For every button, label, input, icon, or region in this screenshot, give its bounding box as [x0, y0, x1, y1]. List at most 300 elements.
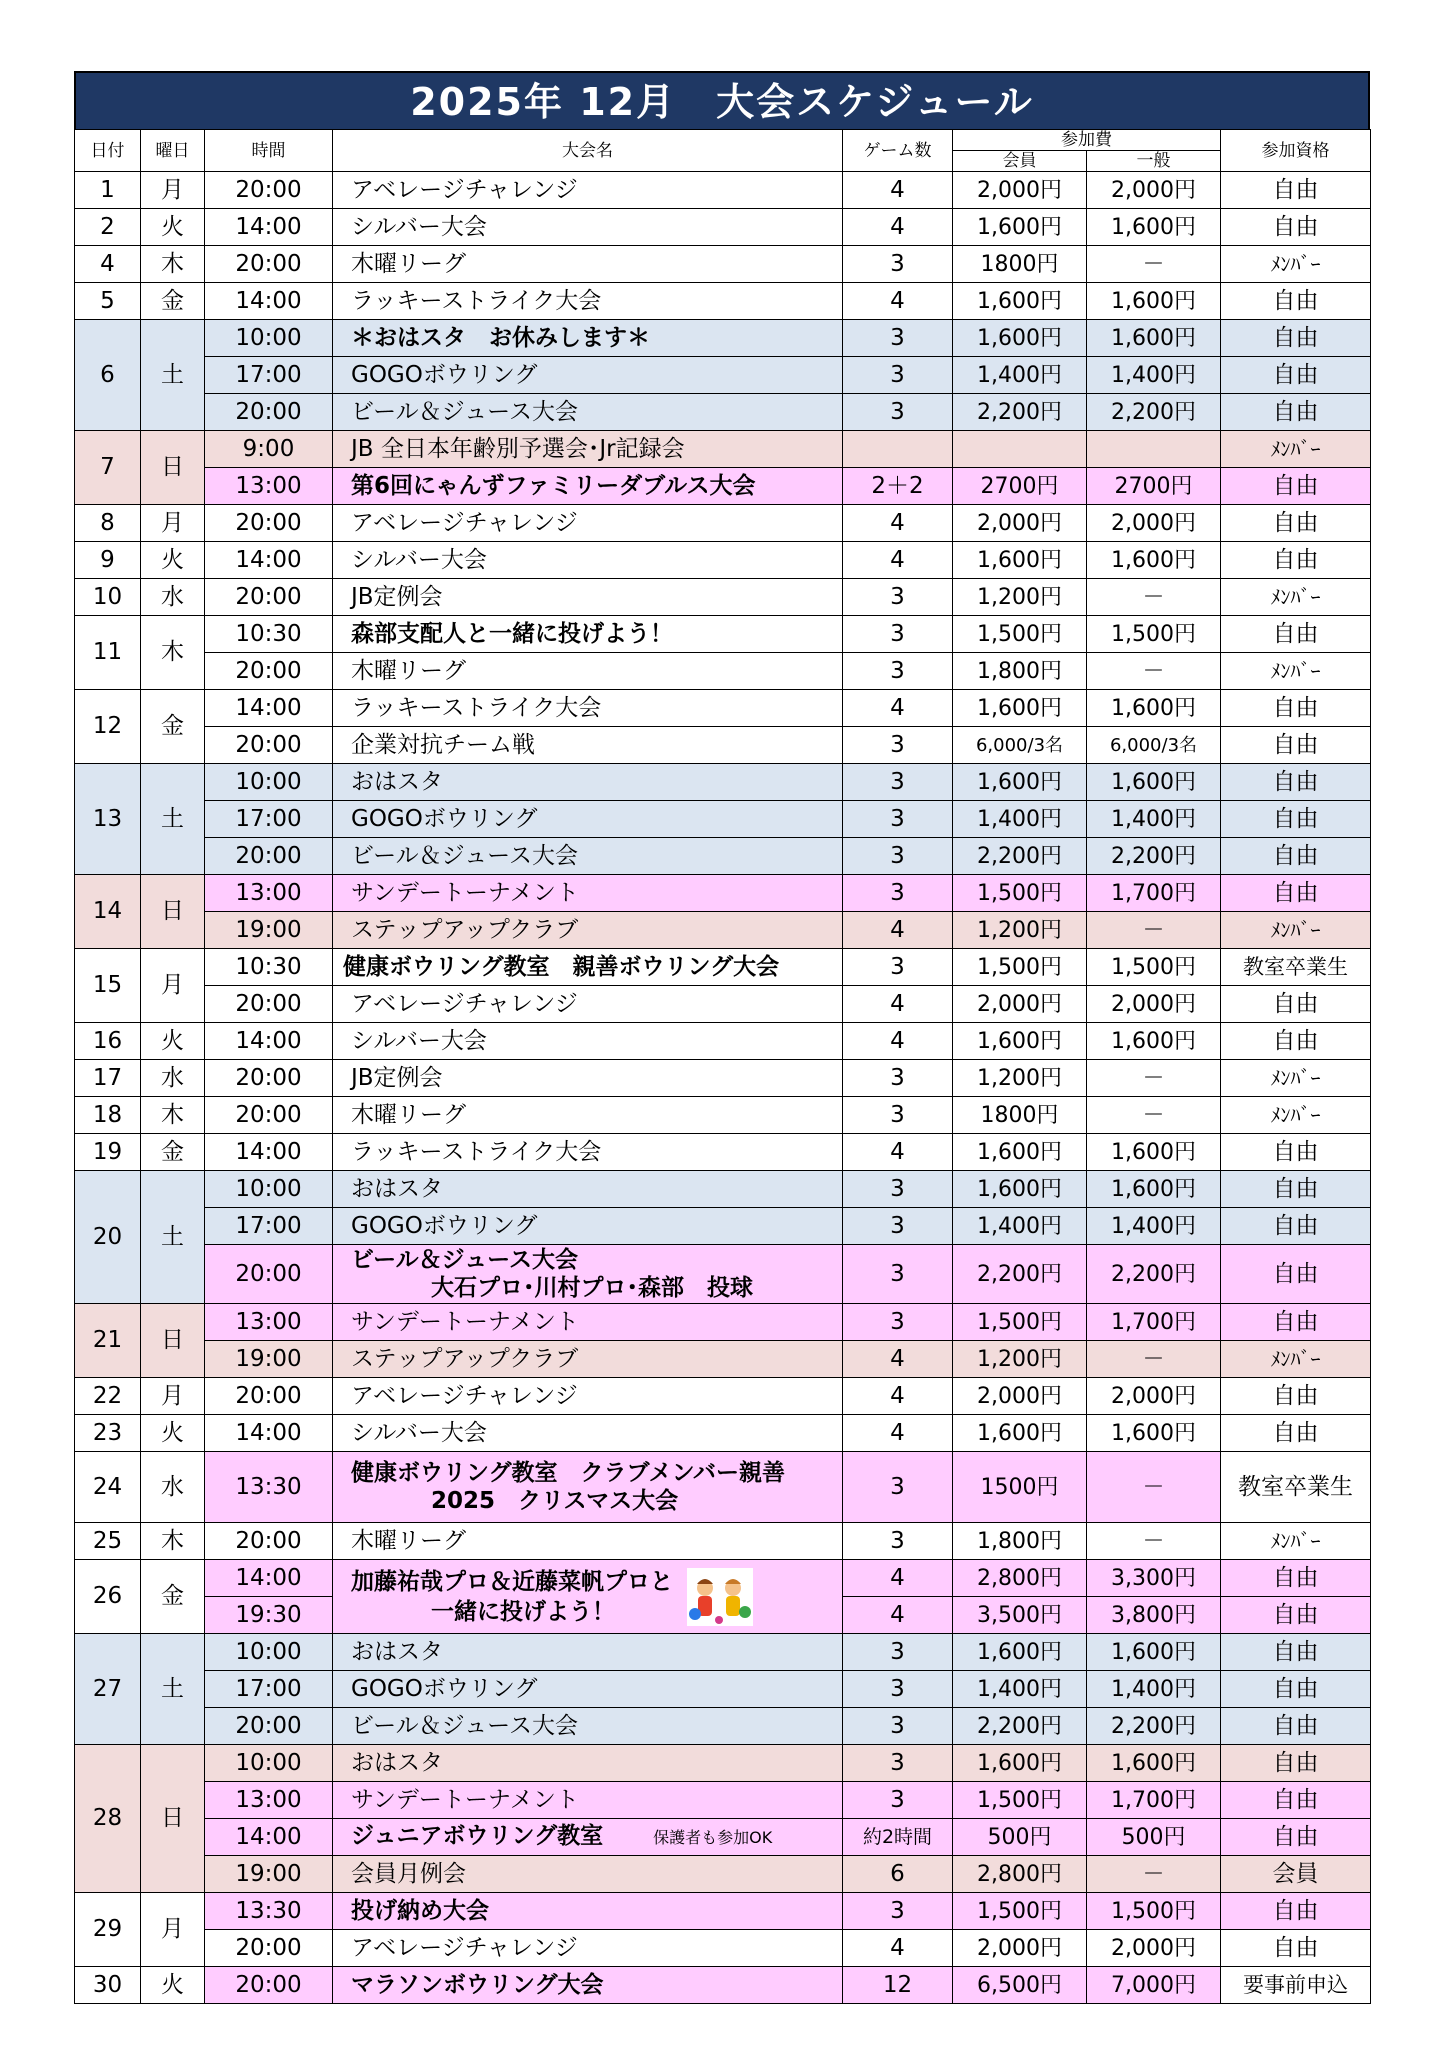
table-row	[75, 1452, 1371, 1523]
member-fee-cell: 1,200円	[953, 1341, 1087, 1378]
general-fee-cell: 2,000円	[1087, 1930, 1221, 1967]
weekday-cell: 水	[141, 1060, 205, 1097]
qualification-cell: ﾒﾝﾊﾞｰ	[1221, 653, 1371, 690]
games-cell: 3	[843, 394, 953, 431]
table-row	[75, 1023, 1371, 1060]
event-title: 加藤祐哉プロ＆近藤菜帆プロと	[351, 1568, 673, 1595]
qualification-cell: ﾒﾝﾊﾞｰ	[1221, 579, 1371, 616]
table-row	[75, 801, 1371, 838]
table-row	[75, 394, 1371, 431]
qualification-cell: 自由	[1221, 283, 1371, 320]
event-cell: アベレージチャレンジ	[333, 986, 843, 1023]
games-cell: 3	[843, 1671, 953, 1708]
time-cell: 20:00	[205, 1930, 333, 1967]
qualification-cell: 自由	[1221, 875, 1371, 912]
member-fee-cell: 1,400円	[953, 801, 1087, 838]
games-cell: 3	[843, 764, 953, 801]
general-fee-cell: 3,800円	[1087, 1597, 1221, 1634]
time-cell: 14:00	[205, 1819, 333, 1856]
general-fee-cell: 1,600円	[1087, 209, 1221, 246]
event-cell: ビール＆ジュース大会	[333, 838, 843, 875]
event-subtitle: 2025 クリスマス大会	[431, 1488, 679, 1514]
general-fee-cell: 1,700円	[1087, 1782, 1221, 1819]
member-fee-cell: 2,200円	[953, 394, 1087, 431]
games-cell: 12	[843, 1967, 953, 2004]
table-row	[75, 1856, 1371, 1893]
member-fee-cell: 1,600円	[953, 1745, 1087, 1782]
member-fee-cell: 1,400円	[953, 1208, 1087, 1245]
event-title: 健康ボウリング教室 クラブメンバー親善	[351, 1460, 786, 1486]
table-row	[75, 616, 1371, 653]
weekday-cell: 火	[141, 1415, 205, 1452]
member-fee-cell: 1,800円	[953, 653, 1087, 690]
weekday-cell: 木	[141, 616, 205, 690]
member-fee-cell: 500円	[953, 1819, 1087, 1856]
general-fee-cell: －	[1087, 1060, 1221, 1097]
games-cell: 3	[843, 1745, 953, 1782]
time-cell: 14:00	[205, 1023, 333, 1060]
qualification-cell: 自由	[1221, 357, 1371, 394]
qualification-cell: 会員	[1221, 1856, 1371, 1893]
member-fee-cell: 1,600円	[953, 1634, 1087, 1671]
time-cell: 13:30	[205, 1452, 333, 1523]
table-row	[75, 1304, 1371, 1341]
time-cell: 14:00	[205, 542, 333, 579]
weekday-cell: 火	[141, 542, 205, 579]
event-cell: ステップアップクラブ	[333, 912, 843, 949]
date-cell: 17	[75, 1060, 141, 1097]
time-cell: 10:30	[205, 949, 333, 986]
qualification-cell: 自由	[1221, 468, 1371, 505]
weekday-cell: 日	[141, 1304, 205, 1378]
time-cell: 20:00	[205, 246, 333, 283]
time-cell: 20:00	[205, 838, 333, 875]
time-cell: 14:00	[205, 1134, 333, 1171]
event-subtitle: 一緒に投げよう！	[431, 1598, 615, 1625]
games-cell: 4	[843, 1930, 953, 1967]
member-fee-cell: 1,600円	[953, 1134, 1087, 1171]
qualification-cell: 自由	[1221, 1671, 1371, 1708]
event-cell: GOGOボウリング	[333, 357, 843, 394]
event-cell	[333, 1245, 843, 1304]
time-cell: 20:00	[205, 1708, 333, 1745]
general-fee-cell: 500円	[1087, 1819, 1221, 1856]
time-cell: 20:00	[205, 172, 333, 209]
header-member: 会員	[953, 151, 1087, 172]
member-fee-cell	[953, 431, 1087, 468]
time-cell: 9:00	[205, 431, 333, 468]
event-cell: GOGOボウリング	[333, 1671, 843, 1708]
event-cell: 企業対抗チーム戦	[333, 727, 843, 764]
games-cell: 3	[843, 1782, 953, 1819]
qualification-cell: ﾒﾝﾊﾞｰ	[1221, 431, 1371, 468]
general-fee-cell: 1,400円	[1087, 801, 1221, 838]
table-row	[75, 690, 1371, 727]
games-cell: 4	[843, 912, 953, 949]
general-fee-cell: 3,300円	[1087, 1560, 1221, 1597]
games-cell: 3	[843, 1304, 953, 1341]
general-fee-cell: 1,600円	[1087, 1634, 1221, 1671]
qualification-cell: 自由	[1221, 1171, 1371, 1208]
event-cell: ラッキーストライク大会	[333, 1134, 843, 1171]
table-row	[75, 653, 1371, 690]
qualification-cell: 自由	[1221, 209, 1371, 246]
general-fee-cell: 1,600円	[1087, 320, 1221, 357]
member-fee-cell: 2,200円	[953, 838, 1087, 875]
member-fee-cell: 2,000円	[953, 986, 1087, 1023]
qualification-cell: ﾒﾝﾊﾞｰ	[1221, 912, 1371, 949]
general-fee-cell: 1,600円	[1087, 1023, 1221, 1060]
member-fee-cell: 1,600円	[953, 283, 1087, 320]
qualification-cell: 自由	[1221, 1893, 1371, 1930]
event-cell: 会員月例会	[333, 1856, 843, 1893]
time-cell: 20:00	[205, 505, 333, 542]
qualification-cell: 自由	[1221, 1930, 1371, 1967]
weekday-cell: 金	[141, 1134, 205, 1171]
qualification-cell: 自由	[1221, 1782, 1371, 1819]
games-cell: 3	[843, 1245, 953, 1304]
time-cell: 14:00	[205, 690, 333, 727]
games-cell: 3	[843, 1208, 953, 1245]
event-cell: ＊おはスタ お休みします＊	[333, 320, 843, 357]
member-fee-cell: 1,200円	[953, 1060, 1087, 1097]
weekday-cell: 土	[141, 320, 205, 431]
table-row	[75, 505, 1371, 542]
time-cell: 14:00	[205, 209, 333, 246]
weekday-cell: 火	[141, 1967, 205, 2004]
time-cell: 19:30	[205, 1597, 333, 1634]
member-fee-cell: 1,600円	[953, 542, 1087, 579]
event-title: ビール＆ジュース大会	[351, 1247, 579, 1273]
date-cell: 5	[75, 283, 141, 320]
games-cell: 4	[843, 1415, 953, 1452]
general-fee-cell: －	[1087, 1341, 1221, 1378]
weekday-cell: 月	[141, 172, 205, 209]
header-time: 時間	[205, 130, 333, 172]
general-fee-cell: 1,600円	[1087, 690, 1221, 727]
games-cell: 4	[843, 1378, 953, 1415]
time-cell: 17:00	[205, 801, 333, 838]
games-cell: 3	[843, 246, 953, 283]
event-cell	[333, 1452, 843, 1523]
general-fee-cell: 2,000円	[1087, 986, 1221, 1023]
weekday-cell: 土	[141, 1634, 205, 1745]
table-row	[75, 1782, 1371, 1819]
member-fee-cell: 6,500円	[953, 1967, 1087, 2004]
event-cell: ビール＆ジュース大会	[333, 1708, 843, 1745]
qualification-cell: 自由	[1221, 320, 1371, 357]
table-row	[75, 1378, 1371, 1415]
time-cell: 17:00	[205, 1208, 333, 1245]
general-fee-cell: 1,600円	[1087, 1415, 1221, 1452]
qualification-cell: 自由	[1221, 986, 1371, 1023]
qualification-cell: ﾒﾝﾊﾞｰ	[1221, 246, 1371, 283]
member-fee-cell: 1,500円	[953, 616, 1087, 653]
general-fee-cell: －	[1087, 1523, 1221, 1560]
date-cell: 14	[75, 875, 141, 949]
qualification-cell: 自由	[1221, 1745, 1371, 1782]
header-fee: 参加費	[953, 130, 1221, 151]
general-fee-cell: －	[1087, 1856, 1221, 1893]
time-cell: 14:00	[205, 1415, 333, 1452]
games-cell: 3	[843, 838, 953, 875]
member-fee-cell: 3,500円	[953, 1597, 1087, 1634]
table-row	[75, 1060, 1371, 1097]
member-fee-cell: 1,500円	[953, 1782, 1087, 1819]
table-row	[75, 764, 1371, 801]
event-cell: シルバー大会	[333, 1415, 843, 1452]
table-row	[75, 431, 1371, 468]
qualification-cell: 自由	[1221, 801, 1371, 838]
general-fee-cell: 2700円	[1087, 468, 1221, 505]
date-cell: 1	[75, 172, 141, 209]
qualification-cell: 要事前申込	[1221, 1967, 1371, 2004]
games-cell: 3	[843, 616, 953, 653]
date-cell: 25	[75, 1523, 141, 1560]
weekday-cell: 月	[141, 1893, 205, 1967]
general-fee-cell: 2,000円	[1087, 1378, 1221, 1415]
time-cell: 20:00	[205, 579, 333, 616]
member-fee-cell: 1,600円	[953, 690, 1087, 727]
table-row	[75, 246, 1371, 283]
event-cell: 木曜リーグ	[333, 1097, 843, 1134]
member-fee-cell: 6,000/3名	[953, 727, 1087, 764]
date-cell: 15	[75, 949, 141, 1023]
general-fee-cell: 1,600円	[1087, 1134, 1221, 1171]
time-cell: 13:00	[205, 875, 333, 912]
event-cell: JB定例会	[333, 1060, 843, 1097]
event-cell: JB定例会	[333, 579, 843, 616]
qualification-cell: 自由	[1221, 1819, 1371, 1856]
qualification-cell: 自由	[1221, 838, 1371, 875]
general-fee-cell: 1,600円	[1087, 283, 1221, 320]
table-row	[75, 1671, 1371, 1708]
member-fee-cell: 2,000円	[953, 1378, 1087, 1415]
member-fee-cell: 1500円	[953, 1452, 1087, 1523]
qualification-cell: 自由	[1221, 542, 1371, 579]
qualification-cell: 自由	[1221, 1560, 1371, 1597]
qualification-cell: 自由	[1221, 1023, 1371, 1060]
qualification-cell: 教室卒業生	[1221, 949, 1371, 986]
member-fee-cell: 1800円	[953, 246, 1087, 283]
date-cell: 28	[75, 1745, 141, 1893]
event-cell: サンデートーナメント	[333, 1304, 843, 1341]
date-cell: 16	[75, 1023, 141, 1060]
time-cell: 10:00	[205, 320, 333, 357]
header-event: 大会名	[333, 130, 843, 172]
weekday-cell: 日	[141, 875, 205, 949]
qualification-cell: ﾒﾝﾊﾞｰ	[1221, 1060, 1371, 1097]
table-row	[75, 1634, 1371, 1671]
event-cell: 木曜リーグ	[333, 246, 843, 283]
general-fee-cell: 1,400円	[1087, 1208, 1221, 1245]
member-fee-cell: 1,600円	[953, 1171, 1087, 1208]
time-cell: 13:30	[205, 1893, 333, 1930]
general-fee-cell: 1,700円	[1087, 875, 1221, 912]
games-cell: 3	[843, 1523, 953, 1560]
weekday-cell: 木	[141, 1523, 205, 1560]
qualification-cell: 自由	[1221, 1634, 1371, 1671]
event-cell: アベレージチャレンジ	[333, 1378, 843, 1415]
games-cell: 3	[843, 1452, 953, 1523]
qualification-cell: 自由	[1221, 1597, 1371, 1634]
general-fee-cell: 2,200円	[1087, 838, 1221, 875]
weekday-cell: 日	[141, 431, 205, 505]
general-fee-cell: －	[1087, 1097, 1221, 1134]
member-fee-cell: 2,000円	[953, 1930, 1087, 1967]
general-fee-cell: 1,600円	[1087, 1745, 1221, 1782]
games-cell: 3	[843, 875, 953, 912]
games-cell: 4	[843, 283, 953, 320]
qualification-cell: 自由	[1221, 727, 1371, 764]
event-cell: GOGOボウリング	[333, 1208, 843, 1245]
qualification-cell: 教室卒業生	[1221, 1452, 1371, 1523]
event-cell: シルバー大会	[333, 542, 843, 579]
games-cell: 4	[843, 542, 953, 579]
table-row	[75, 875, 1371, 912]
header-qualification: 参加資格	[1221, 130, 1371, 172]
time-cell: 17:00	[205, 1671, 333, 1708]
games-cell: 3	[843, 801, 953, 838]
member-fee-cell: 1,600円	[953, 320, 1087, 357]
table-row	[75, 838, 1371, 875]
qualification-cell: ﾒﾝﾊﾞｰ	[1221, 1097, 1371, 1134]
date-cell: 29	[75, 1893, 141, 1967]
event-cell: ステップアップクラブ	[333, 1341, 843, 1378]
member-fee-cell: 1,200円	[953, 579, 1087, 616]
time-cell: 14:00	[205, 283, 333, 320]
date-cell: 21	[75, 1304, 141, 1378]
general-fee-cell: 1,600円	[1087, 764, 1221, 801]
table-row	[75, 1893, 1371, 1930]
table-row	[75, 1819, 1371, 1856]
games-cell: 2＋2	[843, 468, 953, 505]
table-row	[75, 542, 1371, 579]
member-fee-cell: 1,200円	[953, 912, 1087, 949]
date-cell: 19	[75, 1134, 141, 1171]
qualification-cell: 自由	[1221, 394, 1371, 431]
time-cell: 20:00	[205, 1523, 333, 1560]
date-cell: 20	[75, 1171, 141, 1304]
member-fee-cell: 2,800円	[953, 1560, 1087, 1597]
table-row	[75, 579, 1371, 616]
table-row	[75, 172, 1371, 209]
member-fee-cell: 1,400円	[953, 357, 1087, 394]
table-row	[75, 320, 1371, 357]
bowlers-illustration	[687, 1568, 753, 1626]
event-cell: おはスタ	[333, 764, 843, 801]
weekday-cell: 水	[141, 579, 205, 616]
weekday-cell: 月	[141, 1378, 205, 1415]
qualification-cell: 自由	[1221, 1208, 1371, 1245]
member-fee-cell: 1,800円	[953, 1523, 1087, 1560]
member-fee-cell: 1,500円	[953, 1304, 1087, 1341]
event-cell: ラッキーストライク大会	[333, 690, 843, 727]
games-cell: 3	[843, 949, 953, 986]
member-fee-cell: 1,500円	[953, 1893, 1087, 1930]
games-cell: 4	[843, 209, 953, 246]
time-cell: 14:00	[205, 1560, 333, 1597]
table-row	[75, 1930, 1371, 1967]
table-row	[75, 283, 1371, 320]
member-fee-cell: 2,200円	[953, 1245, 1087, 1304]
page-title: 2025年 12月 大会スケジュール	[74, 71, 1370, 129]
general-fee-cell: －	[1087, 579, 1221, 616]
general-fee-cell: 1,500円	[1087, 949, 1221, 986]
time-cell: 20:00	[205, 653, 333, 690]
time-cell: 10:00	[205, 764, 333, 801]
games-cell: 3	[843, 320, 953, 357]
member-fee-cell: 1,600円	[953, 1415, 1087, 1452]
qualification-cell: 自由	[1221, 1378, 1371, 1415]
table-row	[75, 1341, 1371, 1378]
date-cell: 9	[75, 542, 141, 579]
table-row	[75, 1560, 1371, 1597]
qualification-cell: 自由	[1221, 1245, 1371, 1304]
time-cell: 20:00	[205, 1060, 333, 1097]
event-cell: アベレージチャレンジ	[333, 505, 843, 542]
games-cell: 4	[843, 1341, 953, 1378]
time-cell: 20:00	[205, 1378, 333, 1415]
weekday-cell: 月	[141, 949, 205, 1023]
date-cell: 6	[75, 320, 141, 431]
general-fee-cell: 1,600円	[1087, 1171, 1221, 1208]
weekday-cell: 月	[141, 505, 205, 542]
general-fee-cell: 1,500円	[1087, 616, 1221, 653]
event-cell: シルバー大会	[333, 209, 843, 246]
qualification-cell: 自由	[1221, 616, 1371, 653]
general-fee-cell: 1,500円	[1087, 1893, 1221, 1930]
member-fee-cell: 1,600円	[953, 209, 1087, 246]
general-fee-cell: 2,200円	[1087, 1245, 1221, 1304]
qualification-cell: 自由	[1221, 1134, 1371, 1171]
weekday-cell: 土	[141, 764, 205, 875]
schedule-table	[74, 129, 1371, 2004]
member-fee-cell: 1,600円	[953, 764, 1087, 801]
time-cell: 17:00	[205, 357, 333, 394]
general-fee-cell: －	[1087, 653, 1221, 690]
event-cell: シルバー大会	[333, 1023, 843, 1060]
general-fee-cell: －	[1087, 1452, 1221, 1523]
weekday-cell: 土	[141, 1171, 205, 1304]
event-cell: 木曜リーグ	[333, 1523, 843, 1560]
table-row	[75, 986, 1371, 1023]
games-cell: 3	[843, 1097, 953, 1134]
general-fee-cell	[1087, 431, 1221, 468]
general-fee-cell: 7,000円	[1087, 1967, 1221, 2004]
games-cell	[843, 431, 953, 468]
member-fee-cell: 1,500円	[953, 949, 1087, 986]
weekday-cell: 金	[141, 283, 205, 320]
date-cell: 23	[75, 1415, 141, 1452]
event-note: 保護者も参加OK	[653, 1828, 773, 1847]
games-cell: 4	[843, 1023, 953, 1060]
weekday-cell: 火	[141, 209, 205, 246]
time-cell: 10:30	[205, 616, 333, 653]
table-row	[75, 1134, 1371, 1171]
time-cell: 20:00	[205, 1245, 333, 1304]
weekday-cell: 水	[141, 1452, 205, 1523]
time-cell: 20:00	[205, 1097, 333, 1134]
weekday-cell: 日	[141, 1745, 205, 1893]
event-cell	[333, 1819, 843, 1856]
event-cell: 木曜リーグ	[333, 653, 843, 690]
table-row	[75, 1708, 1371, 1745]
event-cell: アベレージチャレンジ	[333, 172, 843, 209]
games-cell: 4	[843, 690, 953, 727]
qualification-cell: ﾒﾝﾊﾞｰ	[1221, 1523, 1371, 1560]
header-games: ゲーム数	[843, 130, 953, 172]
